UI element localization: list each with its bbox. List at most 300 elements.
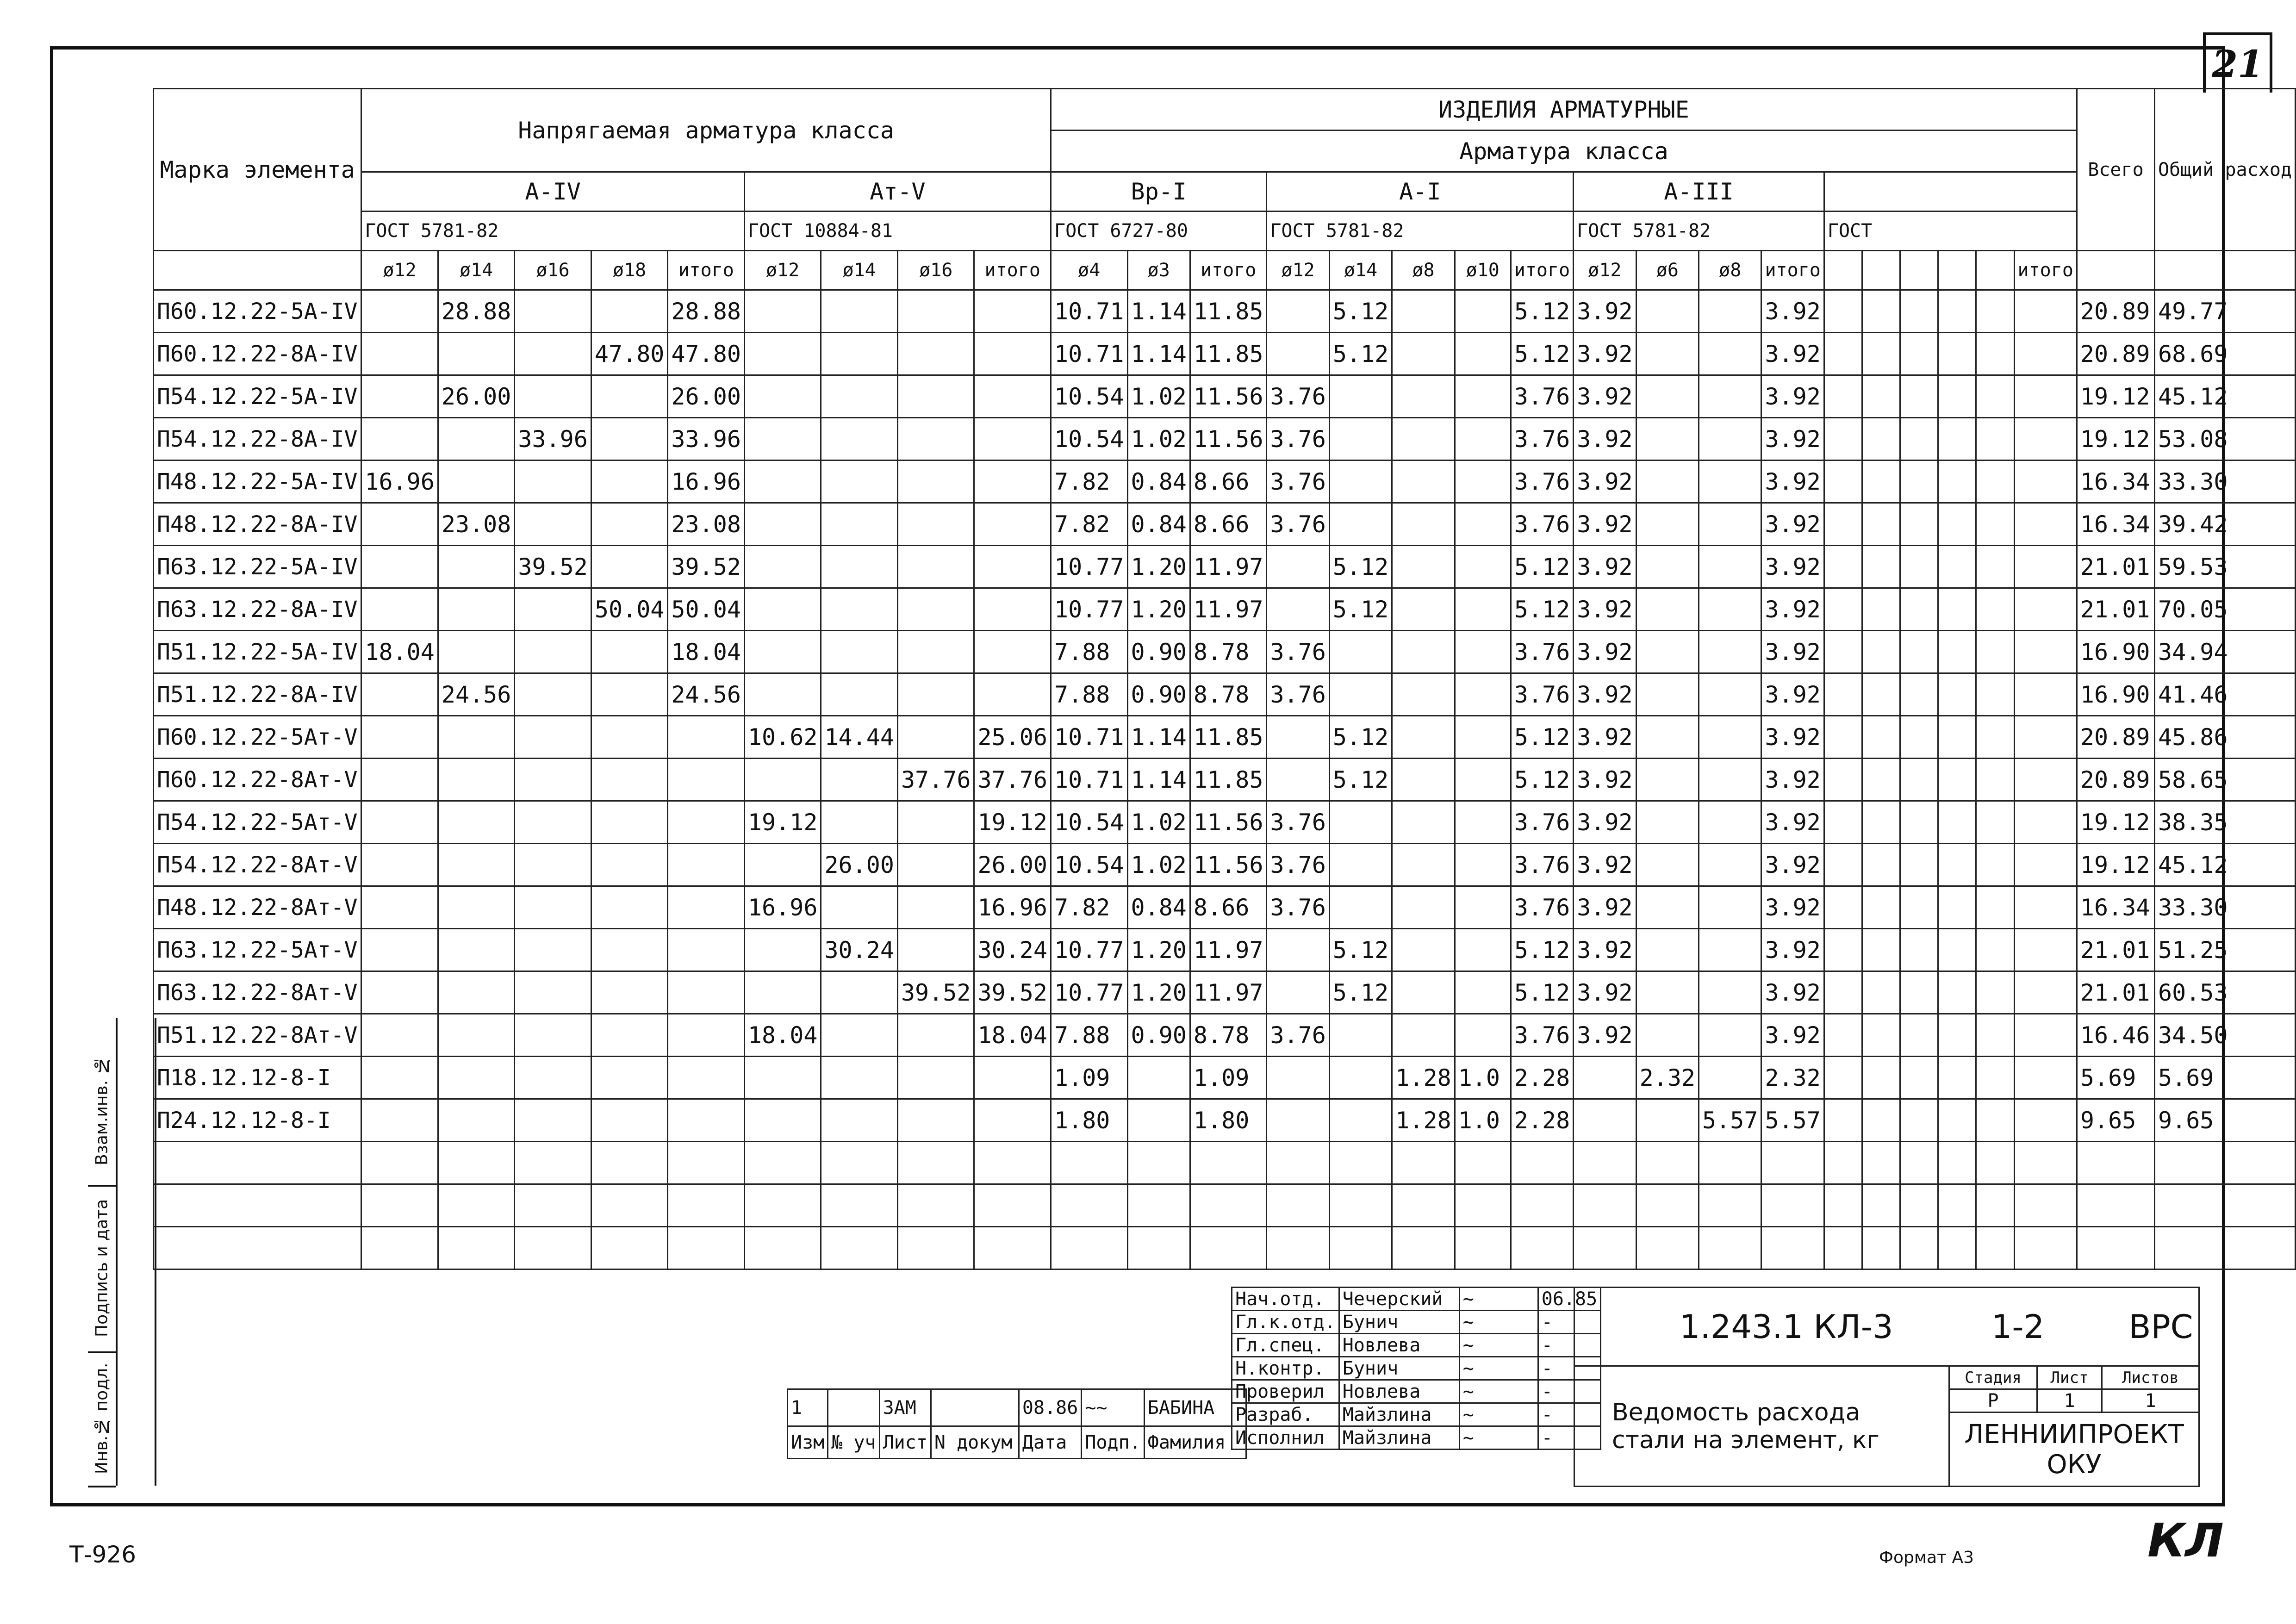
- vrs-code: ВРС: [2128, 1307, 2193, 1346]
- cell-blank: [1824, 759, 1862, 801]
- cell-a3: [1699, 1057, 1761, 1099]
- cell-a3: [1699, 716, 1761, 759]
- element-mark: П60.12.22-8Aт-V: [154, 759, 361, 801]
- cell-blank: [1862, 546, 1900, 588]
- cell-a4: [438, 759, 515, 801]
- table-row: [154, 631, 2296, 673]
- cell-atv: [821, 759, 898, 801]
- diam-bp1-1: ø3: [1127, 251, 1190, 290]
- cell-blank: [2014, 844, 2077, 886]
- empty-cell: [1511, 1227, 1573, 1269]
- empty-cell: [515, 1227, 591, 1269]
- cell-bp1: 10.77: [1051, 971, 1127, 1014]
- cell-a1: [1455, 588, 1511, 631]
- cell-a4: [361, 1014, 438, 1057]
- row-overall: 59.53: [2154, 546, 2295, 588]
- cell-a1: 3.76: [1511, 801, 1573, 844]
- cell-blank: [1900, 844, 1938, 886]
- row-overall: 45.86: [2154, 716, 2295, 759]
- cell-a4: [361, 759, 438, 801]
- cell-a1: [1455, 290, 1511, 333]
- signature: ~: [1459, 1426, 1538, 1450]
- cell-a3: 3.92: [1574, 716, 1636, 759]
- cell-atv: 26.00: [821, 844, 898, 886]
- cell-blank: [2014, 716, 2077, 759]
- cell-a1: [1455, 460, 1511, 503]
- cell-a4: [438, 844, 515, 886]
- diam-bp1-2: итого: [1190, 251, 1267, 290]
- cell-a4: 47.80: [668, 333, 745, 375]
- cell-blank: [2014, 1014, 2077, 1057]
- sign-date: -: [1538, 1357, 1600, 1380]
- change-name: БАБИНА: [1144, 1389, 1246, 1426]
- empty-row-mark: [154, 1184, 361, 1227]
- cell-a4: 28.88: [438, 290, 515, 333]
- side-label-inv: Инв.№ подл.: [88, 1351, 116, 1487]
- cell-bp1: 1.02: [1127, 844, 1190, 886]
- cell-blank: [1938, 1014, 1976, 1057]
- class-blank: [1824, 172, 2077, 212]
- cell-bp1: 1.14: [1127, 716, 1190, 759]
- cell-a1: [1392, 375, 1455, 418]
- empty-cell: [438, 1142, 515, 1184]
- table-row: [154, 929, 2296, 971]
- cell-blank: [1824, 333, 1862, 375]
- empty-cell: [1051, 1227, 1127, 1269]
- table-row: [154, 460, 2296, 503]
- empty-cell: [2077, 1227, 2154, 1269]
- cell-atv: [897, 886, 974, 929]
- cell-a3: 3.92: [1761, 546, 1824, 588]
- cell-blank: [2014, 546, 2077, 588]
- empty-cell: [1976, 1142, 2014, 1184]
- cell-a4: [591, 631, 668, 673]
- row-overall: 60.53: [2154, 971, 2295, 1014]
- cell-a1: 5.12: [1511, 929, 1573, 971]
- cell-blank: [1938, 759, 1976, 801]
- sheet-value: 1: [2037, 1389, 2102, 1412]
- empty-cell: [668, 1142, 745, 1184]
- cell-blank: [1824, 929, 1862, 971]
- cell-atv: [974, 1057, 1051, 1099]
- class-a1: A-I: [1267, 172, 1574, 212]
- change-block: [787, 1388, 1247, 1459]
- cell-blank: [1862, 1057, 1900, 1099]
- diam-a1-2: ø8: [1392, 251, 1455, 290]
- cell-a4: [515, 886, 591, 929]
- empty-cell: [1329, 1184, 1392, 1227]
- cell-a4: [361, 588, 438, 631]
- cell-blank: [2014, 929, 2077, 971]
- cell-a3: [1699, 503, 1761, 546]
- cell-blank: [1862, 588, 1900, 631]
- cell-a4: [591, 290, 668, 333]
- cell-blank: [1862, 673, 1900, 716]
- class-bp1: Bp-I: [1051, 172, 1266, 212]
- table-row: [154, 333, 2296, 375]
- cell-blank: [1900, 716, 1938, 759]
- diam-blank-5: итого: [2014, 251, 2077, 290]
- cell-blank: [1862, 929, 1900, 971]
- row-overall: 34.94: [2154, 631, 2295, 673]
- cell-a3: 3.92: [1574, 588, 1636, 631]
- cell-a3: 3.92: [1574, 290, 1636, 333]
- cell-bp1: 7.82: [1051, 503, 1127, 546]
- empty-cell: [1574, 1184, 1636, 1227]
- cell-blank: [1862, 801, 1900, 844]
- role: Проверил: [1232, 1380, 1339, 1403]
- person-name: Бунич: [1339, 1311, 1459, 1334]
- cell-a3: [1636, 971, 1699, 1014]
- cell-a4: [668, 971, 745, 1014]
- cell-bp1: 1.14: [1127, 333, 1190, 375]
- cell-atv: [821, 1014, 898, 1057]
- signature: ~: [1459, 1334, 1538, 1357]
- cell-a1: [1267, 546, 1329, 588]
- empty-cell: [1976, 1227, 2014, 1269]
- cell-atv: [897, 290, 974, 333]
- cell-blank: [1824, 1014, 1862, 1057]
- diam-a3-3: итого: [1761, 251, 1824, 290]
- cell-blank: [1900, 673, 1938, 716]
- cell-blank: [1976, 929, 2014, 971]
- cell-a1: 5.12: [1329, 971, 1392, 1014]
- empty-cell: [2154, 1227, 2295, 1269]
- cell-atv: 19.12: [744, 801, 821, 844]
- empty-cell: [744, 1142, 821, 1184]
- cell-a1: 2.28: [1511, 1099, 1573, 1142]
- table-row: [154, 290, 2296, 333]
- cell-a3: 3.92: [1761, 631, 1824, 673]
- cell-a4: [668, 929, 745, 971]
- cell-a4: [515, 460, 591, 503]
- diam-blank-4: [1976, 251, 2014, 290]
- cell-atv: [744, 333, 821, 375]
- cell-bp1: 10.54: [1051, 418, 1127, 460]
- empty-cell: [2077, 1142, 2154, 1184]
- empty-cell: [1862, 1227, 1900, 1269]
- cell-atv: 16.96: [744, 886, 821, 929]
- role: Разраб.: [1232, 1403, 1339, 1426]
- cell-a1: [1455, 418, 1511, 460]
- change-list: ЗАМ: [879, 1389, 931, 1426]
- cell-a3: [1699, 418, 1761, 460]
- cell-a3: 3.92: [1761, 971, 1824, 1014]
- cell-a4: [438, 886, 515, 929]
- empty-cell: [974, 1227, 1051, 1269]
- table-row: [154, 1014, 2296, 1057]
- cell-a3: [1699, 588, 1761, 631]
- cell-a1: [1455, 971, 1511, 1014]
- empty-cell: [1761, 1227, 1824, 1269]
- cell-blank: [1862, 886, 1900, 929]
- cell-a3: [1636, 418, 1699, 460]
- cell-a4: 23.08: [668, 503, 745, 546]
- cell-bp1: 8.78: [1190, 631, 1267, 673]
- overall-subheader: [2154, 251, 2295, 290]
- cell-a4: [515, 503, 591, 546]
- cell-blank: [1824, 673, 1862, 716]
- cell-a4: 18.04: [668, 631, 745, 673]
- cell-bp1: 7.88: [1051, 673, 1127, 716]
- stage-value: Р: [1949, 1389, 2037, 1412]
- row-total: 16.34: [2077, 503, 2154, 546]
- cell-a4: [668, 759, 745, 801]
- cell-a1: 1.28: [1392, 1057, 1455, 1099]
- cell-a4: 16.96: [361, 460, 438, 503]
- cell-blank: [1824, 546, 1862, 588]
- element-mark: П51.12.22-8A-IV: [154, 673, 361, 716]
- row-total: 16.90: [2077, 673, 2154, 716]
- row-overall: 51.25: [2154, 929, 2295, 971]
- cell-blank: [2014, 801, 2077, 844]
- cell-bp1: 11.97: [1190, 929, 1267, 971]
- cell-a1: [1329, 844, 1392, 886]
- element-mark: П63.12.22-5A-IV: [154, 546, 361, 588]
- cell-a3: [1699, 929, 1761, 971]
- row-overall: 53.08: [2154, 418, 2295, 460]
- element-mark: П60.12.22-8A-IV: [154, 333, 361, 375]
- cell-blank: [2014, 503, 2077, 546]
- cell-bp1: 11.85: [1190, 290, 1267, 333]
- cell-atv: [744, 673, 821, 716]
- cell-atv: [821, 673, 898, 716]
- cell-a3: 3.92: [1761, 844, 1824, 886]
- cell-blank: [1938, 418, 1976, 460]
- cell-a4: [591, 759, 668, 801]
- empty-cell: [1938, 1184, 1976, 1227]
- cell-blank: [1976, 418, 2014, 460]
- cell-atv: 18.04: [744, 1014, 821, 1057]
- table-row: [154, 716, 2296, 759]
- row-overall: 33.30: [2154, 886, 2295, 929]
- cell-bp1: 0.90: [1127, 1014, 1190, 1057]
- cell-blank: [1976, 886, 2014, 929]
- table-row: [154, 503, 2296, 546]
- cell-a3: [1574, 1057, 1636, 1099]
- change-date: 08.86: [1019, 1389, 1081, 1426]
- diam-a3-0: ø12: [1574, 251, 1636, 290]
- gost-bp1: ГОСТ 6727-80: [1051, 212, 1266, 251]
- cell-a1: 1.0: [1455, 1057, 1511, 1099]
- diam-bp1-0: ø4: [1051, 251, 1127, 290]
- cell-atv: [897, 673, 974, 716]
- empty-cell: [744, 1184, 821, 1227]
- cell-blank: [1824, 844, 1862, 886]
- steel-table: [153, 88, 2296, 1270]
- empty-cell: [1636, 1184, 1699, 1227]
- cell-a4: [591, 673, 668, 716]
- cell-atv: [897, 1099, 974, 1142]
- row-total: 19.12: [2077, 375, 2154, 418]
- diam-atv-2: ø16: [897, 251, 974, 290]
- cell-a3: [1636, 460, 1699, 503]
- cell-a1: 3.76: [1267, 886, 1329, 929]
- cell-blank: [1976, 759, 2014, 801]
- empty-cell: [1574, 1142, 1636, 1184]
- cell-a4: [591, 801, 668, 844]
- cell-a4: [668, 886, 745, 929]
- cell-bp1: 1.02: [1127, 375, 1190, 418]
- element-mark: П48.12.22-8A-IV: [154, 503, 361, 546]
- cell-a1: [1329, 1057, 1392, 1099]
- cell-blank: [1824, 418, 1862, 460]
- cell-bp1: 7.82: [1051, 886, 1127, 929]
- cell-atv: [897, 716, 974, 759]
- cell-a1: 5.12: [1511, 759, 1573, 801]
- cell-blank: [1976, 673, 2014, 716]
- cell-bp1: 11.97: [1190, 546, 1267, 588]
- cell-blank: [1976, 844, 2014, 886]
- cell-a1: 5.12: [1511, 290, 1573, 333]
- cell-blank: [1938, 333, 1976, 375]
- cell-a3: 3.92: [1761, 759, 1824, 801]
- cell-atv: 30.24: [974, 929, 1051, 971]
- cell-a1: [1392, 971, 1455, 1014]
- cell-blank: [2014, 333, 2077, 375]
- cell-blank: [1824, 503, 1862, 546]
- cell-a1: 3.76: [1511, 886, 1573, 929]
- cell-atv: [821, 290, 898, 333]
- cell-a3: 3.92: [1574, 375, 1636, 418]
- empty-cell: [1699, 1142, 1761, 1184]
- cell-a1: [1267, 1099, 1329, 1142]
- cell-a3: [1699, 333, 1761, 375]
- cell-a1: 3.76: [1511, 418, 1573, 460]
- cell-bp1: 7.88: [1051, 1014, 1127, 1057]
- cell-a4: [438, 546, 515, 588]
- change-izm: 1: [788, 1389, 828, 1426]
- sign-date: -: [1538, 1311, 1600, 1334]
- cell-a4: 24.56: [438, 673, 515, 716]
- cell-atv: 19.12: [974, 801, 1051, 844]
- cell-atv: [744, 375, 821, 418]
- cell-bp1: 10.54: [1051, 801, 1127, 844]
- diam-a3-1: ø6: [1636, 251, 1699, 290]
- cell-atv: 37.76: [974, 759, 1051, 801]
- table-row: [154, 971, 2296, 1014]
- cell-blank: [1900, 631, 1938, 673]
- empty-cell: [2014, 1227, 2077, 1269]
- cell-a4: [591, 460, 668, 503]
- empty-cell: [1190, 1184, 1267, 1227]
- cell-a4: 26.00: [438, 375, 515, 418]
- cell-bp1: 0.90: [1127, 631, 1190, 673]
- cell-bp1: 1.02: [1127, 418, 1190, 460]
- role: Гл.спец.: [1232, 1334, 1339, 1357]
- cell-blank: [1976, 1057, 2014, 1099]
- cell-atv: [744, 844, 821, 886]
- cell-a4: 28.88: [668, 290, 745, 333]
- element-mark: П48.12.22-5A-IV: [154, 460, 361, 503]
- table-row: [154, 844, 2296, 886]
- cell-a3: [1699, 801, 1761, 844]
- cell-atv: [821, 631, 898, 673]
- prestressed-header: Напрягаемая арматура класса: [361, 89, 1051, 172]
- cell-atv: [821, 460, 898, 503]
- cell-a1: 5.12: [1511, 333, 1573, 375]
- cell-a4: [515, 1099, 591, 1142]
- row-overall: 5.69: [2154, 1057, 2295, 1099]
- cell-a4: [591, 844, 668, 886]
- row-total: 9.65: [2077, 1099, 2154, 1142]
- cell-a4: [361, 929, 438, 971]
- cell-atv: [974, 1099, 1051, 1142]
- cell-a4: [591, 503, 668, 546]
- empty-cell: [1329, 1227, 1392, 1269]
- cell-a1: [1392, 546, 1455, 588]
- cell-blank: [2014, 759, 2077, 801]
- cell-atv: [744, 759, 821, 801]
- cell-a1: [1455, 546, 1511, 588]
- organization: ЛЕННИИПРОЕКТ ОКУ: [1949, 1412, 2199, 1487]
- cell-a1: [1329, 503, 1392, 546]
- table-row: [154, 1099, 2296, 1142]
- cell-a1: 3.76: [1267, 418, 1329, 460]
- empty-cell: [1900, 1227, 1938, 1269]
- element-mark: П51.12.22-8Aт-V: [154, 1014, 361, 1057]
- row-overall: 45.12: [2154, 844, 2295, 886]
- mark-header: Марка элемента: [154, 89, 361, 251]
- cell-a3: [1636, 631, 1699, 673]
- cell-blank: [1976, 1014, 2014, 1057]
- empty-cell: [1761, 1142, 1824, 1184]
- cell-a4: [515, 333, 591, 375]
- cell-atv: 14.44: [821, 716, 898, 759]
- cell-a4: [438, 631, 515, 673]
- cell-atv: 39.52: [897, 971, 974, 1014]
- cell-atv: [744, 929, 821, 971]
- cell-blank: [1976, 716, 2014, 759]
- empty-cell: [438, 1184, 515, 1227]
- cell-bp1: 1.80: [1190, 1099, 1267, 1142]
- cell-a1: [1392, 460, 1455, 503]
- cell-atv: [744, 418, 821, 460]
- sign-date: -: [1538, 1426, 1600, 1450]
- cell-blank: [2014, 290, 2077, 333]
- cell-a3: 3.92: [1574, 929, 1636, 971]
- cell-blank: [1976, 333, 2014, 375]
- cell-a4: [361, 418, 438, 460]
- side-label-replace: Взам.инв. №: [88, 1037, 116, 1187]
- cell-a4: [515, 844, 591, 886]
- cell-atv: [974, 503, 1051, 546]
- cell-a3: 5.57: [1699, 1099, 1761, 1142]
- row-overall: 34.50: [2154, 1014, 2295, 1057]
- cell-a1: [1392, 929, 1455, 971]
- diam-a4-4: итого: [668, 251, 745, 290]
- empty-cell: [515, 1184, 591, 1227]
- reinforcement-header: Арматура класса: [1051, 131, 2077, 172]
- cell-bp1: 10.71: [1051, 716, 1127, 759]
- cell-atv: 37.76: [897, 759, 974, 801]
- cell-atv: 10.62: [744, 716, 821, 759]
- cell-bp1: 11.85: [1190, 333, 1267, 375]
- cell-blank: [1900, 1057, 1938, 1099]
- empty-row-mark: [154, 1142, 361, 1184]
- cell-a1: [1392, 290, 1455, 333]
- cell-a4: [361, 1057, 438, 1099]
- cell-a4: [591, 1057, 668, 1099]
- empty-cell: [821, 1184, 898, 1227]
- empty-cell: [2014, 1184, 2077, 1227]
- cell-atv: [744, 971, 821, 1014]
- diam-a4-3: ø18: [591, 251, 668, 290]
- cell-blank: [1900, 333, 1938, 375]
- cell-a4: [515, 759, 591, 801]
- element-mark: П51.12.22-5A-IV: [154, 631, 361, 673]
- cell-a3: 3.92: [1761, 886, 1824, 929]
